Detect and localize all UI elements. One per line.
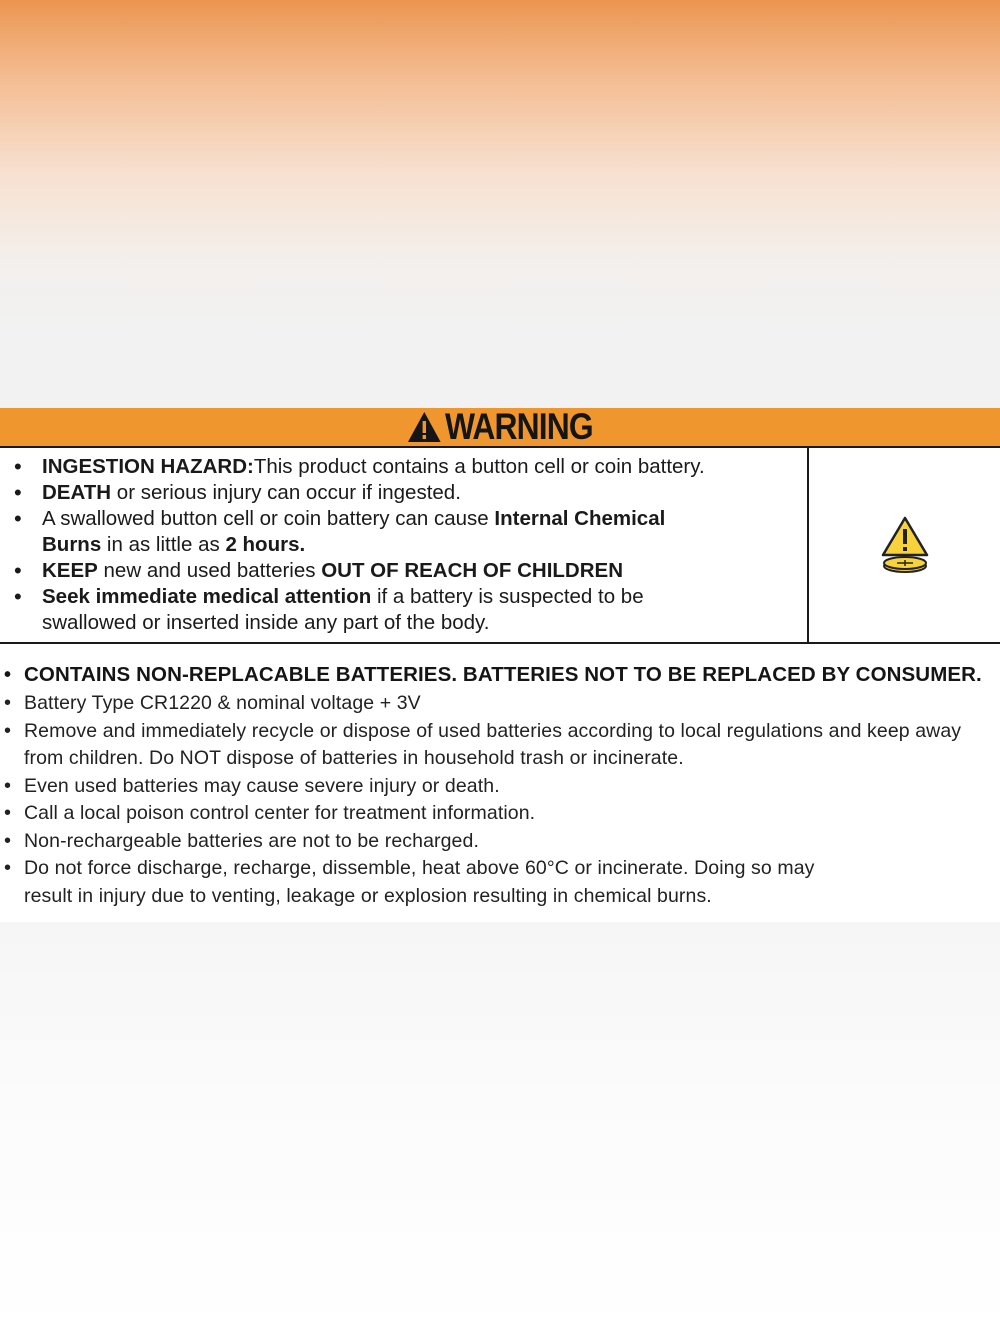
hazard-item-medical: • Seek immediate medical attention if a battery is suspected to be swallowed or inserted inside any part of the body. — [0, 584, 807, 636]
hazard-icon-cell — [809, 448, 1000, 642]
hazard-text-cell — [0, 448, 809, 642]
note-poison-control: • Call a local poison control center for treatment information. — [0, 800, 1000, 828]
warning-title — [407, 406, 593, 448]
note-non-replaceable: • CONTAINS NON-REPLACABLE BATTERIES. BATTERIES NOT TO BE REPLACED BY CONSUMER. — [0, 660, 1000, 690]
warning-header-bar — [0, 408, 1000, 448]
note-battery-type: • Battery Type CR1220 & nominal voltage + 3V — [0, 690, 1000, 718]
hazard-item-keep: • KEEP new and used batteries OUT OF REACH OF CHILDREN — [0, 558, 807, 584]
note-non-rechargeable: • Non-rechargeable batteries are not to be recharged. — [0, 828, 1000, 856]
hazard-item-burns: • A swallowed button cell or coin battery can cause Internal Chemical Burns in as little as 2 hours. — [0, 506, 807, 558]
warning-label — [0, 408, 1000, 922]
warning-triangle-icon — [407, 411, 441, 443]
hazard-item-death: • DEATH or serious injury can occur if ingested. — [0, 480, 807, 506]
battery-notes-list — [0, 660, 1000, 910]
note-do-not-force: • Do not force discharge, recharge, dissemble, heat above 60°C or incinerate. Doing so may result in injury due to venting, leakage or explosion resulting in chemical burns. — [0, 855, 1000, 910]
hazard-list — [0, 448, 807, 636]
note-recycle: • Remove and immediately recycle or dispose of used batteries according to local regulations and keep away from children. Do NOT dispose of batteries in household trash or incinerate. — [0, 718, 1000, 773]
hazard-box — [0, 448, 1000, 644]
note-used-batteries: • Even used batteries may cause severe injury or death. — [0, 773, 1000, 801]
hazard-item-ingestion: • INGESTION HAZARD:This product contains a button cell or coin battery. — [0, 454, 807, 480]
warning-title-text: WARNING — [445, 406, 593, 447]
button-battery-warning-icon — [880, 515, 930, 575]
